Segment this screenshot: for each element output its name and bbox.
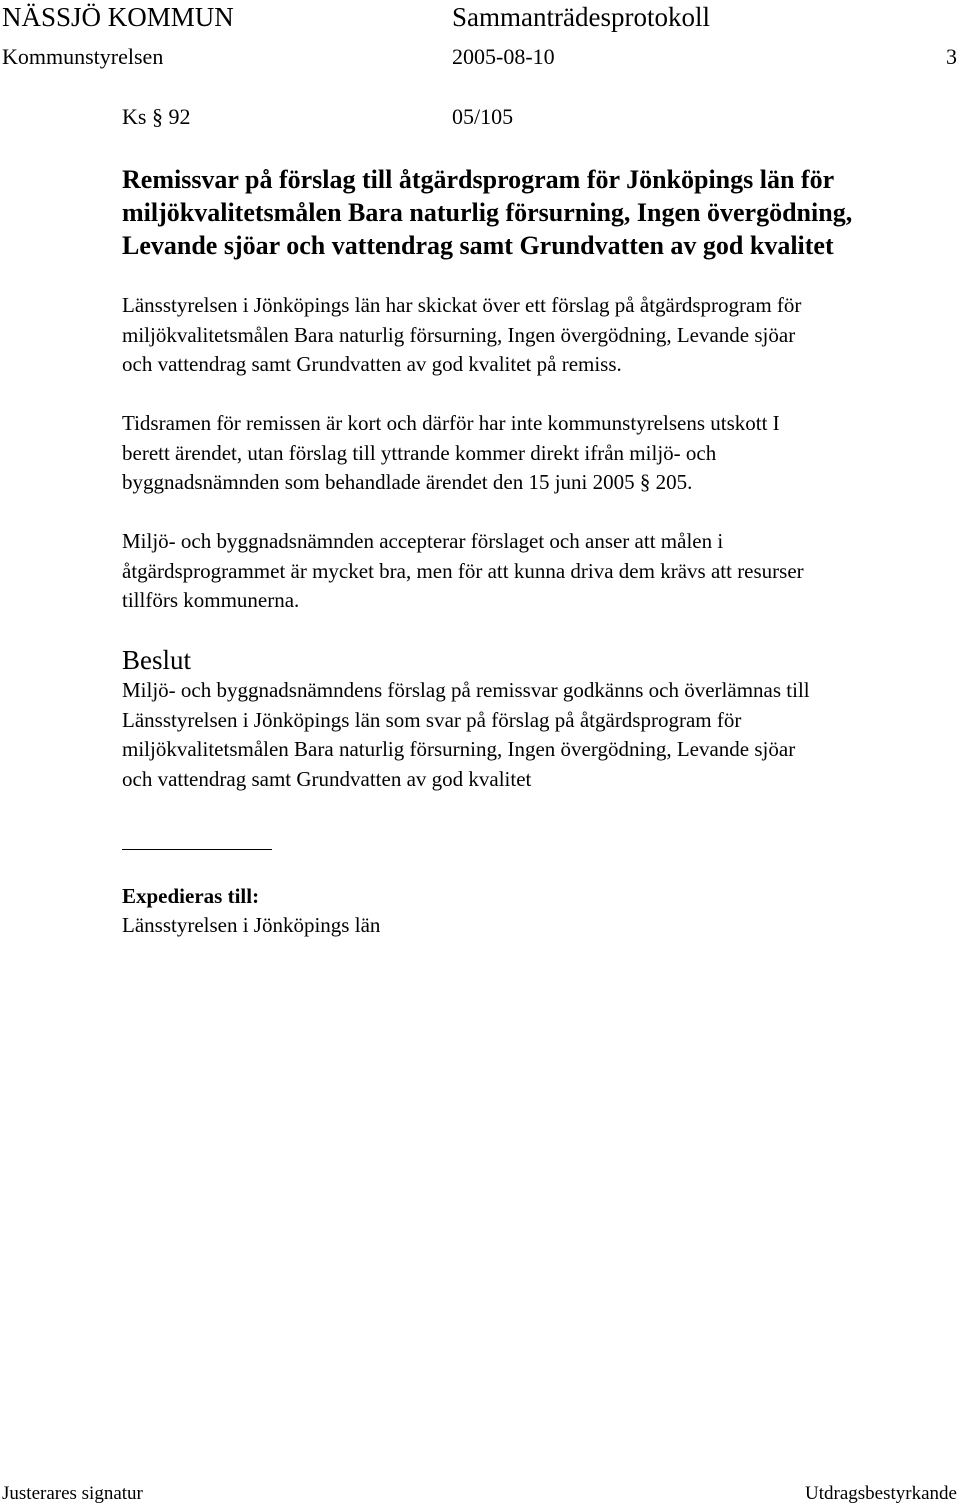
decision-text bbox=[122, 676, 957, 794]
meeting-date: 2005-08-10 bbox=[452, 44, 555, 69]
footer-signature-label: Justerares signatur bbox=[2, 1483, 143, 1504]
paragraph-background bbox=[122, 291, 957, 380]
dispatch-recipient: Länsstyrelsen i Jönköpings län bbox=[122, 913, 381, 937]
paragraph-line: Tidsramen för remissen är kort och därför har inte kommunstyrelsens utskott I bbox=[122, 411, 780, 435]
paragraph-line: Länsstyrelsen i Jönköpings län har skickat över ett förslag på åtgärdsprogram för bbox=[122, 293, 802, 317]
paragraph-line: berett ärendet, utan förslag till yttrande kommer direkt ifrån miljö- och bbox=[122, 440, 717, 465]
paragraph-line: och vattendrag samt Grundvatten av god kvalitet på remiss. bbox=[122, 352, 622, 376]
paragraph-line: åtgärdsprogrammet är mycket bra, men för att kunna driva dem krävs att resurser bbox=[122, 558, 804, 583]
case-title-line: miljökvalitetsmålen Bara naturlig försurning, Ingen övergödning, bbox=[122, 198, 853, 227]
case-title-line: Remissvar på förslag till åtgärdsprogram för Jönköpings län för bbox=[122, 165, 835, 194]
footer-certification-label: Utdragsbestyrkande bbox=[805, 1483, 957, 1504]
committee-name: Kommunstyrelsen bbox=[2, 44, 164, 69]
paragraph-timeframe bbox=[122, 409, 957, 498]
case-diary-number: 05/105 bbox=[452, 104, 514, 129]
paragraph-line: Miljö- och byggnadsnämnden accepterar förslaget och anser att målen i bbox=[122, 529, 724, 553]
paragraph-line: miljökvalitetsmålen Bara naturlig försurning, Ingen övergödning, Levande sjöar bbox=[122, 322, 796, 347]
dispatch-label: Expedieras till: bbox=[122, 884, 260, 908]
case-title bbox=[122, 163, 952, 262]
paragraph-assessment bbox=[122, 527, 957, 616]
case-paragraph: Ks § 92 bbox=[122, 104, 191, 129]
document-type: Sammanträdesprotokoll bbox=[452, 2, 710, 32]
decision-heading: Beslut bbox=[122, 645, 192, 675]
paragraph-line: och vattendrag samt Grundvatten av god kvalitet bbox=[122, 766, 532, 791]
paragraph-line: byggnadsnämnden som behandlade ärendet den 15 juni 2005 § 205. bbox=[122, 470, 693, 494]
section-divider bbox=[122, 849, 272, 850]
municipality-name: NÄSSJÖ KOMMUN bbox=[2, 2, 234, 32]
paragraph-line: Miljö- och byggnadsnämndens förslag på remissvar godkänns och överlämnas till bbox=[122, 678, 810, 702]
case-title-line: Levande sjöar och vattendrag samt Grundvatten av god kvalitet bbox=[122, 231, 834, 260]
page-number: 3 bbox=[946, 44, 957, 69]
paragraph-line: miljökvalitetsmålen Bara naturlig försurning, Ingen övergödning, Levande sjöar bbox=[122, 737, 796, 761]
paragraph-line: Länsstyrelsen i Jönköpings län som svar på förslag på åtgärdsprogram för bbox=[122, 707, 742, 732]
paragraph-line: tillförs kommunerna. bbox=[122, 588, 300, 612]
